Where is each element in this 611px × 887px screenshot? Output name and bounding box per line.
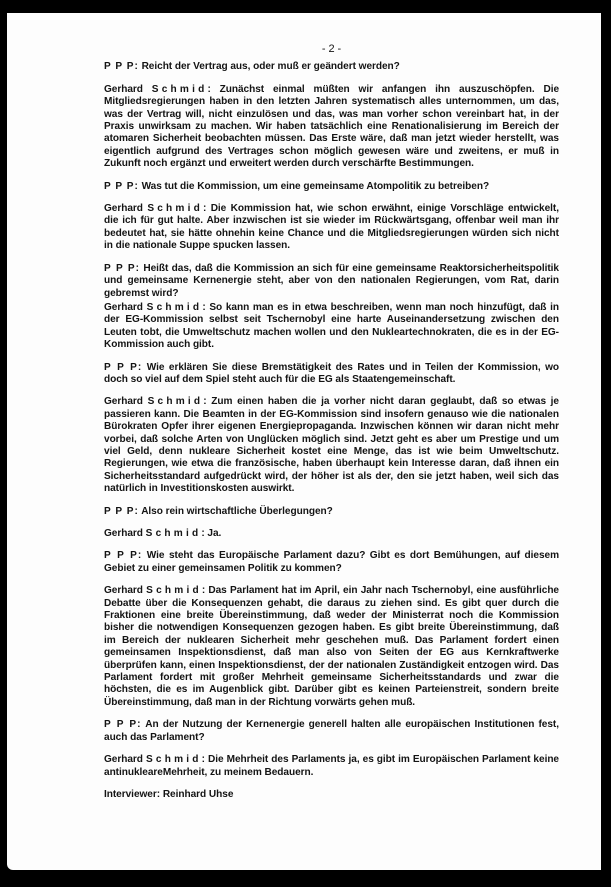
speaker-surname: Schmid [145, 528, 202, 539]
speaker-ppp: P P P: [104, 61, 139, 73]
speaker-ppp: P P P: [104, 361, 143, 373]
speaker-first: Gerhard [104, 528, 146, 539]
speaker-ppp: P P P: [104, 550, 143, 562]
answer-1: Gerhard Schmid: Zunächst einmal müßten wir anfangen ihn auszuschöpfen. Die Mitgliedsregierungen haben in den letzten Jahren systematisch alles unternommen, um das, was der Vertrag will, nicht einzulösen und das, was man vorher schon vereinbart hat, in der Praxis unwirksam zu machen. Wir haben tatsächlich eine Renationalisierung im Bereich der atomaren Sicherheit beobachten müssen. Das Erste wäre, daß man jetzt wieder herstellt, was eigentlich aufgrund des Vertrages schon möglich gewesen wäre und zweitens, er muß in Zukunft noch ergänzt und erweitert werden durch verschärfte Bestimmungen. [104, 83, 560, 170]
speaker-ppp: P P P: [104, 505, 139, 517]
question-2: P P P: Was tut die Kommission, um eine gemeinsame Atompolitik zu betreiben? [104, 180, 490, 192]
question-1: P P P: Reicht der Vertrag aus, oder muß er geändert werden? [104, 61, 400, 73]
speaker-surname: Schmid [146, 301, 203, 313]
document-body [104, 43, 559, 811]
page-number: - 2 - [321, 43, 342, 55]
speaker-first: Gerhard [104, 754, 146, 766]
speaker-first: Gerhard [104, 301, 147, 313]
question-7: P P P: An der Nutzung der Kernenergie generell halten alle europäischen Institutionen fest, auch das Parlament? [104, 719, 559, 743]
answer-7: Gerhard Schmid: Die Mehrheit des Parlaments ja, es gibt im Europäischen Parlament keine antinukleareMehrheit, zu meinem Bedauern. [104, 754, 559, 778]
speaker-surname: Schmid [147, 396, 204, 408]
speaker-ppp: P P P: [104, 262, 140, 274]
question-6: P P P: Wie steht das Europäische Parlament dazu? Gibt es dort Bemühungen, auf diesem Gebiet zu einer gemeinsamen Politik zu kommen? [104, 550, 559, 574]
interviewer-credit: Interviewer: Reinhard Uhse [104, 788, 234, 800]
speaker-first: Gerhard [104, 396, 148, 408]
question-5: P P P: Also rein wirtschaftliche Überlegungen? [104, 505, 333, 517]
speaker-surname: Schmid [145, 754, 202, 766]
scanned-page [7, 13, 601, 870]
speaker-ppp: P P P: [104, 719, 142, 731]
speaker-surname: Schmid [147, 203, 203, 215]
speaker-surname: Schmid [146, 585, 202, 597]
speaker-ppp: P P P: [104, 180, 139, 192]
question-4: P P P: Wie erklären Sie diese Bremstätigkeit des Rates und in Teilen der Kommission, wo doch so viel auf dem Spiel steht auch für die EG als Staatengemeinschaft. [104, 361, 559, 385]
speaker-first: Gerhard [104, 585, 147, 597]
answer-3: Gerhard Schmid: So kann man es in etwa beschreiben, wenn man noch hinzufügt, daß in der EG-Kommission selbst seit Tschernobyl eine harte Auseinandersetzung zwischen den Leuten tobt, die Umweltschutz machen wollen und den Nukleartechnokraten, die es in der EG-Kommission auch gibt. [104, 301, 559, 351]
question-3: P P P: Heißt das, daß die Kommission an sich für eine gemeinsame Reaktorsicherheitspolitik und gemeinsame Kernenergie steht, aber von den nationalen Regierungen, vom Rat, darin gebremst wird? [104, 262, 559, 299]
answer-2: Gerhard Schmid: Die Kommission hat, wie schon erwähnt, einige Vorschläge entwickelt, die ich für gut halte. Aber inzwischen ist sie wieder im Rückwärtsgang, offenbar weil man ihr bedeutet hat, sie hätte ohnehin keine Chance und die Mitgliedsregierungen würden sich nicht in die nationale Suppe spucken lassen. [104, 203, 560, 252]
speaker-first: Gerhard [104, 83, 152, 95]
answer-6: Gerhard Schmid: Das Parlament hat im April, ein Jahr nach Tschernobyl, eine ausführliche Debatte über die Konsequenzen gehabt, die daraus zu ziehen sind. Es gibt quer durch die Fraktionen eine breite Übereinstimmung, daß weder der Ministerrat noch die Kommission bisher die notwendigen Konsequenzen gezogen haben. Es gibt breite Übereinstimmung, daß im Bereich der nuklearen Sicherheit mehr geschehen muß. Das Parlament fordert einen gemeinsamen Inspektionsdienst, daß man also von Seiten der EG aus Kernkraftwerke überprüfen kann, einen Inspektionsdienst, der der nationalen Zuständigkeit entzogen wird. Das Parlament fordert mit großer Mehrheit gemeinsame Sicherheitsstandards und zwar die höchsten, die es im Augenblick gibt. Darüber gibt es keinen Parteienstreit, sondern breite Übereinstimmung, daß man in der Richtung vorwärts gehen muß. [104, 585, 559, 708]
speaker-surname: Schmid [151, 83, 208, 95]
speaker-first: Gerhard [104, 203, 148, 215]
answer-5: Gerhard Schmid: Ja. [104, 528, 222, 539]
answer-4: Gerhard Schmid: Zum einen haben die ja vorher nicht daran geglaubt, daß so etwas je passieren kann. Die Beamten in der EG-Kommission sind insofern genauso wie die nationalen Bürokraten Opfer ihrer eigenen Energiepropaganda. Inzwischen können wir daran nicht mehr vorbei, daß solche Arten von Unglücken möglich sind. Jetzt geht es aber um Prestige und um viel Geld, denn nukleare Sicherheit kostet eine Menge, das ist wie beim Umweltschutz. Regierungen, wie etwa die französische, haben überhaupt kein Interesse daran, daß ihnen ein Sicherheitsstandard aufgedrückt wird, der höher ist als der, den sie jetzt haben, weil sich das natürlich in Investitionskosten auswirkt. [104, 396, 559, 495]
